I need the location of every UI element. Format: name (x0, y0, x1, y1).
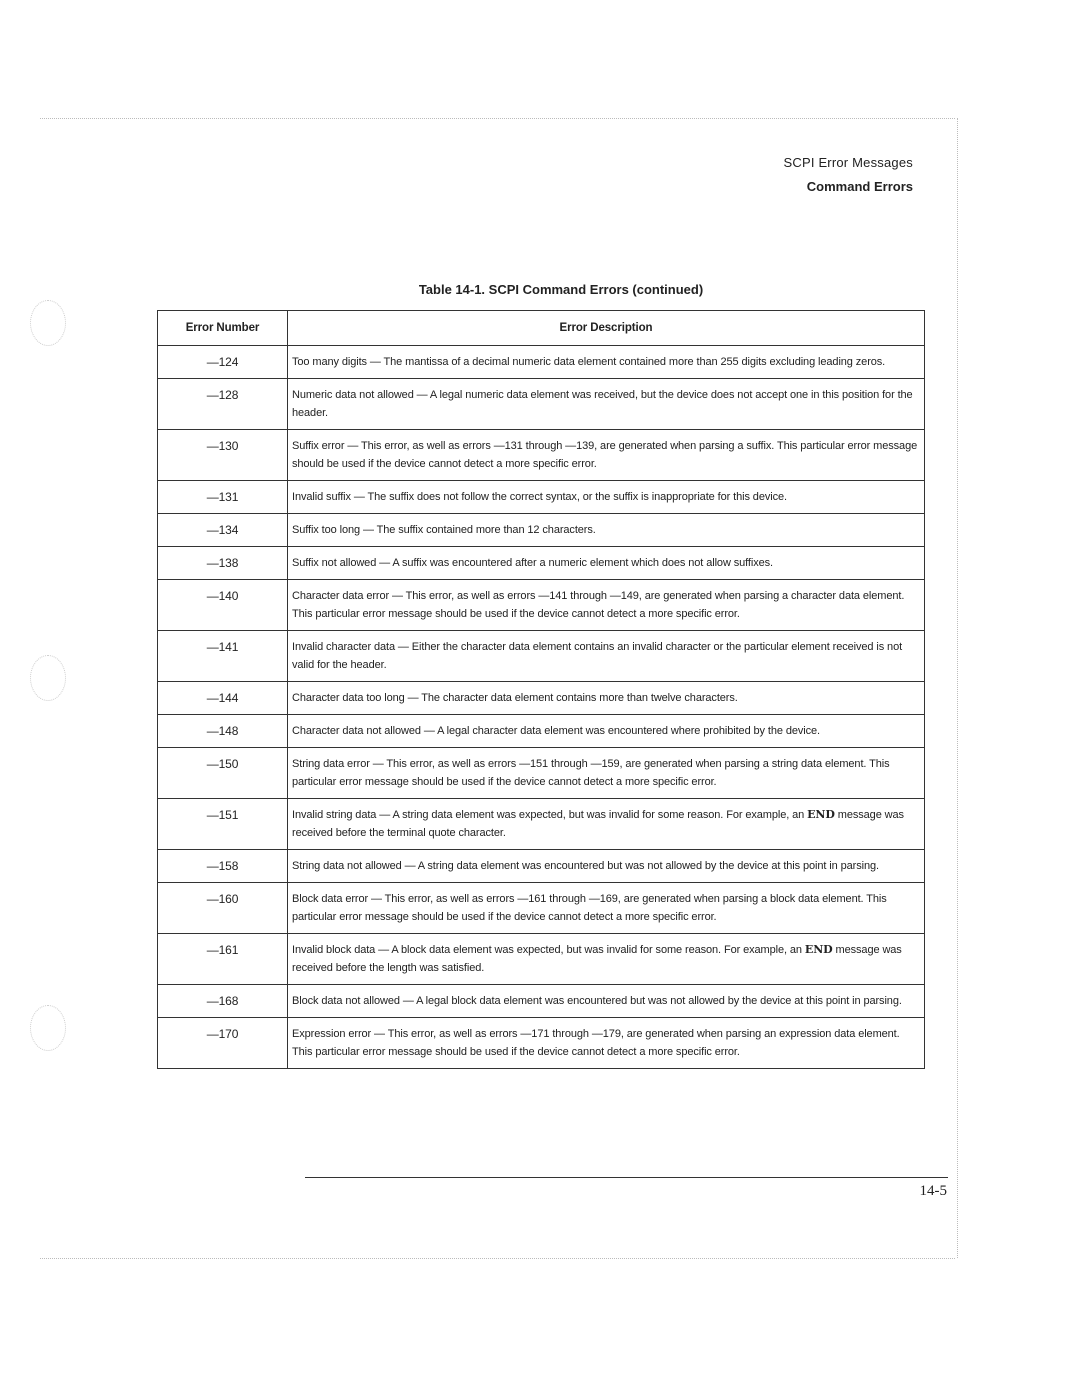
table-title: Table 14-1. SCPI Command Errors (continued) (418, 282, 704, 297)
table-row (158, 346, 925, 379)
error-number: —130 (158, 430, 288, 481)
punch-hole (30, 1005, 66, 1051)
error-description: Suffix too long — The suffix contained more than 12 characters. (288, 514, 925, 547)
error-description: Block data error — This error, as well as errors —161 through —169, are generated when parsing a block data element. This particular error message should be used if the device cannot detect a more specific error. (288, 883, 925, 934)
error-number: —138 (158, 547, 288, 580)
table-header-row (158, 311, 925, 346)
table-row (158, 430, 925, 481)
error-number: —150 (158, 748, 288, 799)
table-row (158, 883, 925, 934)
error-number: —148 (158, 715, 288, 748)
command-errors-table (157, 310, 925, 1069)
punch-hole (30, 655, 66, 701)
error-number: —170 (158, 1018, 288, 1069)
end-keyword: END (807, 808, 835, 821)
error-number: —168 (158, 985, 288, 1018)
page-number: 14-5 (919, 1183, 947, 1199)
error-description: Suffix error — This error, as well as errors —131 through —139, are generated when parsing a suffix. This particular error message should be used if the device cannot detect a more specific error. (288, 430, 925, 481)
table-row (158, 631, 925, 682)
error-number: —134 (158, 514, 288, 547)
table-row (158, 799, 925, 850)
table-row (158, 850, 925, 883)
error-description: Invalid string data — A string data element was expected, but was invalid for some reason. For example, an END message was received before the terminal quote character. (288, 799, 925, 850)
running-header-section: SCPI Error Messages (783, 155, 913, 170)
error-description: Suffix not allowed — A suffix was encountered after a numeric element which does not allow suffixes. (288, 547, 925, 580)
column-header-error-description: Error Description (288, 311, 925, 346)
error-description: Expression error — This error, as well as errors —171 through —179, are generated when parsing an expression data element. This particular error message should be used if the device cannot detect a more specific error. (288, 1018, 925, 1069)
error-description: Too many digits — The mantissa of a decimal numeric data element contained more than 255 digits excluding leading zeros. (288, 346, 925, 379)
error-number: —140 (158, 580, 288, 631)
error-description: Numeric data not allowed — A legal numeric data element was received, but the device does not accept one in this position for the header. (288, 379, 925, 430)
error-description: Invalid suffix — The suffix does not follow the correct syntax, or the suffix is inappropriate for this device. (288, 481, 925, 514)
scan-edge-top (40, 118, 955, 119)
error-number: —144 (158, 682, 288, 715)
column-header-error-number: Error Number (158, 311, 288, 346)
error-number: —160 (158, 883, 288, 934)
error-description: Character data not allowed — A legal character data element was encountered where prohibited by the device. (288, 715, 925, 748)
error-description: Character data error — This error, as well as errors —141 through —149, are generated when parsing a character data element. This particular error message should be used if the device cannot detect a more specific error. (288, 580, 925, 631)
error-description: Invalid character data — Either the character data element contains an invalid character or the particular element received is not valid for the header. (288, 631, 925, 682)
error-number: —158 (158, 850, 288, 883)
running-header-subsection: Command Errors (806, 179, 913, 194)
table-row (158, 481, 925, 514)
scan-edge-right (957, 118, 958, 1258)
table-row (158, 1018, 925, 1069)
footer-rule (305, 1177, 948, 1178)
error-number: —131 (158, 481, 288, 514)
error-number: —161 (158, 934, 288, 985)
table-row (158, 682, 925, 715)
error-number: —151 (158, 799, 288, 850)
error-number: —141 (158, 631, 288, 682)
table-row (158, 580, 925, 631)
end-keyword: END (804, 943, 833, 956)
scan-edge-bottom (40, 1258, 955, 1259)
table-row (158, 748, 925, 799)
table-row (158, 985, 925, 1018)
error-description: Block data not allowed — A legal block data element was encountered but was not allowed by the device at this point in parsing. (288, 985, 925, 1018)
table-row (158, 547, 925, 580)
table-row (158, 934, 925, 985)
table-row (158, 379, 925, 430)
error-number: —128 (158, 379, 288, 430)
table-row (158, 715, 925, 748)
error-description: String data error — This error, as well as errors —151 through —159, are generated when parsing a string data element. This particular error message should be used if the device cannot detect a more specific error. (288, 748, 925, 799)
punch-hole (30, 300, 66, 346)
table-row (158, 514, 925, 547)
error-description: Invalid block data — A block data element was expected, but was invalid for some reason. For example, an END message was received before the length was satisfied. (288, 934, 925, 985)
error-description: String data not allowed — A string data element was encountered but was not allowed by the device at this point in parsing. (288, 850, 925, 883)
error-number: —124 (158, 346, 288, 379)
error-description: Character data too long — The character data element contains more than twelve characters. (288, 682, 925, 715)
